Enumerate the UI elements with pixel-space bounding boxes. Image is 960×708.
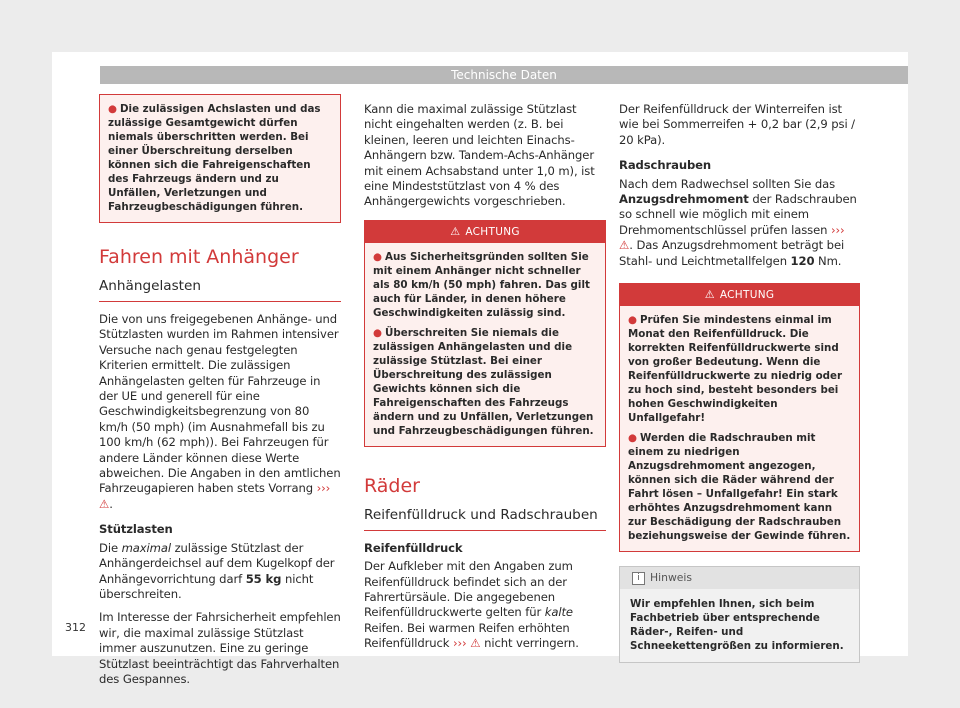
- text-span: der Radschrauben so schnell wie möglich mit einem Drehmomentschlüssel prüfen lassen: [619, 192, 857, 237]
- achtung-bullet: [628, 313, 851, 425]
- hinweis-header: [620, 567, 859, 589]
- text-span: Die: [99, 540, 122, 555]
- info-icon: i: [632, 572, 645, 585]
- warning-icon: ⚠: [470, 636, 481, 651]
- text-span: nicht verringern.: [480, 636, 579, 651]
- text-span: nicht überschreiten.: [99, 571, 314, 601]
- bold-text: Anzugsdrehmoment: [619, 192, 749, 207]
- bold-value: 55 kg: [245, 571, 282, 586]
- warning-icon: ⚠: [619, 238, 630, 253]
- achtung-bullet: [373, 326, 597, 438]
- section-title-anhaenger: Fahren mit Anhänger: [99, 246, 299, 268]
- text-span: . Das Anzugsdrehmoment beträgt bei Stahl- und Leichtmetallfelgen: [619, 238, 845, 268]
- paragraph-anhaengelasten: Die von uns freigegebenen Anhänge- und Stützlasten wurden im Rahmen intensiver Versuche nach genau festgelegten Kriterien ermittelt. Die zulässigen Anhängelasten gelten für Fahrzeuge in der UE und generell für eine Geschwindigkeitsbegrenzung von 80 km/h (50 mph) (im Ausnahmefall bis zu 100 km/h (62 mph)). Bei Fahrzeugen für andere Länder können diese Werte abweichen. Die Angaben in den amtlichen Fahrzeugapieren haben stets Vorrang ››› ⚠.: [99, 312, 341, 511]
- paragraph-stuetzlast-max: [99, 541, 341, 603]
- column-right: [619, 102, 860, 663]
- paragraph-radschrauben: [619, 177, 860, 269]
- warning-triangle-icon: ⚠: [450, 224, 461, 238]
- warning-box-continued: [99, 94, 341, 223]
- bullet-text: Aus Sicherheitsgründen sollten Sie mit einem Anhänger nicht schneller als 80 km/h (50 mph) fahren. Das gilt auch für Länder, in denen höhere Geschwindigkeiten zulässig sind.: [373, 250, 590, 319]
- text-span: zulässige Stützlast der Anhängerdeichsel auf dem Kugelkopf der Anhängevorrichtung darf: [99, 540, 335, 586]
- bullet-text: Prüfen Sie mindestens einmal im Monat den Reifenfülldruck. Die korrekten Reifenfülldruckwerte sind von großer Bedeutung. Wenn die Reifenfülldruckwerte zu niedrig oder zu hoch sind, besteht besonders bei hohen Geschwindigkeiten Unfallgefahr!: [628, 314, 843, 425]
- column-middle: [364, 102, 606, 652]
- achtung-label: ACHTUNG: [719, 289, 775, 302]
- warning-triangle-icon: ⚠: [704, 288, 715, 302]
- bullet-icon: ●: [108, 103, 117, 115]
- section-divider: [364, 530, 606, 531]
- text-span: Der Aufkleber mit den Angaben zum Reifenfülldruck befindet sich an der Fahrertürsäule. Die angegebenen Reifenfülldruckwerte gelten für: [364, 559, 573, 620]
- bullet-icon: ●: [628, 314, 637, 327]
- achtung-header: [620, 284, 859, 306]
- page-number: 312: [65, 621, 86, 634]
- achtung-header: [365, 221, 605, 243]
- bullet-text: Überschreiten Sie niemals die zulässigen Anhängelasten und die zulässige Stützlast. Bei einer Überschreitung des zulässigen Gewichts können sich die Fahreigenschaften des Fahrzeugs ändern und zu Unfällen, Verletzungen und Fahrzeugbeschädigungen führen.: [373, 326, 594, 437]
- paragraph-winterreifen: Der Reifenfülldruck der Winterreifen ist wie bei Sommerreifen + 0,2 bar (2,9 psi / 20 kPa).: [619, 102, 855, 147]
- hinweis-label: Hinweis: [650, 571, 693, 585]
- heading-stuetzlasten: Stützlasten: [99, 522, 173, 537]
- achtung-bullet: [628, 431, 851, 543]
- reference-arrows-icon[interactable]: ›››: [316, 481, 331, 496]
- warning-icon: ⚠: [99, 496, 110, 511]
- bullet-icon: ●: [373, 326, 382, 339]
- section-divider: [99, 301, 341, 302]
- heading-radschrauben: Radschrauben: [619, 158, 712, 173]
- achtung-box-reifen: [619, 283, 860, 552]
- bullet-text: Werden die Radschrauben mit einem zu niedrigen Anzugsdrehmoment angezogen, können sich die Räder während der Fahrt lösen – Unfallgefahr! Ein stark erhöhtes Anzugsdrehmoment kann zur Beschädigung der Radschrauben beziehungsweise der Gewinde führen.: [628, 432, 851, 543]
- page: [52, 52, 908, 686]
- warning-text: Die zulässigen Achslasten und das zulässige Gesamtgewicht dürfen niemals überschritten werden. Bei einer Überschreitung derselben können sich die Fahreigenschaften des Fahrzeugs ändern und zu Unfällen, Verletzungen und Fahrzeugbeschädigungen führen.: [108, 103, 321, 213]
- text-span: Nach dem Radwechsel sollten Sie das: [619, 176, 836, 191]
- emphasis-text: maximal: [121, 540, 171, 555]
- reference-arrows-icon[interactable]: ›››: [452, 636, 467, 651]
- heading-reifenfuelldruck: Reifenfülldruck: [364, 540, 463, 555]
- bullet-icon: ●: [373, 250, 382, 263]
- achtung-label: ACHTUNG: [465, 225, 520, 238]
- paragraph-reifenfuelldruck: [364, 559, 606, 651]
- text-span: Nm.: [814, 253, 842, 268]
- page-header-title: Technische Daten: [100, 66, 908, 84]
- column-left: [99, 94, 341, 687]
- bullet-icon: ●: [628, 432, 637, 445]
- subsection-title-reifenfuelldruck: Reifenfülldruck und Radschrauben: [364, 506, 598, 523]
- paragraph-fahrsicherheit: Im Interesse der Fahrsicherheit empfehlen wir, die maximal zulässige Stützlast immer auszunutzen. Eine zu geringe Stützlast beeinträchtigt das Fahrverhalten des Gespannes.: [99, 610, 341, 686]
- text-span: Reifen. Bei warmen Reifen erhöhten Reifenfülldruck: [364, 620, 570, 651]
- subsection-title-anhaengelasten: Anhängelasten: [99, 278, 201, 294]
- warning-bullet: [108, 102, 332, 214]
- paragraph-text: Die von uns freigegebenen Anhänge- und Stützlasten wurden im Rahmen intensiver Versuche nach genau festgelegten Kriterien ermittelt. Die zulässigen Anhängelasten gelten für Fahrzeuge in der UE und generell für eine Geschwindigkeitsbegrenzung von 80 km/h (50 mph) (im Ausnahmefall bis zu 100 km/h (62 mph)). Bei Fahrzeugen für andere Länder können diese Werte abweichen. Die Angaben in den amtlichen Fahrzeugapieren haben stets Vorrang: [99, 312, 341, 496]
- bold-value: 120: [790, 253, 815, 268]
- emphasis-text: kalte: [544, 605, 573, 620]
- reference-arrows-icon[interactable]: ›››: [830, 222, 845, 237]
- achtung-bullet: [373, 250, 597, 320]
- hinweis-box: [619, 566, 860, 663]
- paragraph-mindeststuetzlast: Kann die maximal zulässige Stützlast nicht eingehalten werden (z. B. bei kleinen, leeren und leichten Einachs-Anhängern bzw. Tandem-Achs-Anhänger mit einem Achsabstand unter 1,0 m), ist eine Mindeststützlast von 4 % des Anhängergewichts vorgeschrieben.: [364, 102, 595, 209]
- achtung-box-anhaenger: [364, 220, 606, 447]
- section-title-raeder: Räder: [364, 474, 420, 497]
- hinweis-text: Wir empfehlen Ihnen, sich beim Fachbetrieb über entsprechende Räder-, Reifen- und Schneekettengrößen zu informieren.: [630, 598, 844, 653]
